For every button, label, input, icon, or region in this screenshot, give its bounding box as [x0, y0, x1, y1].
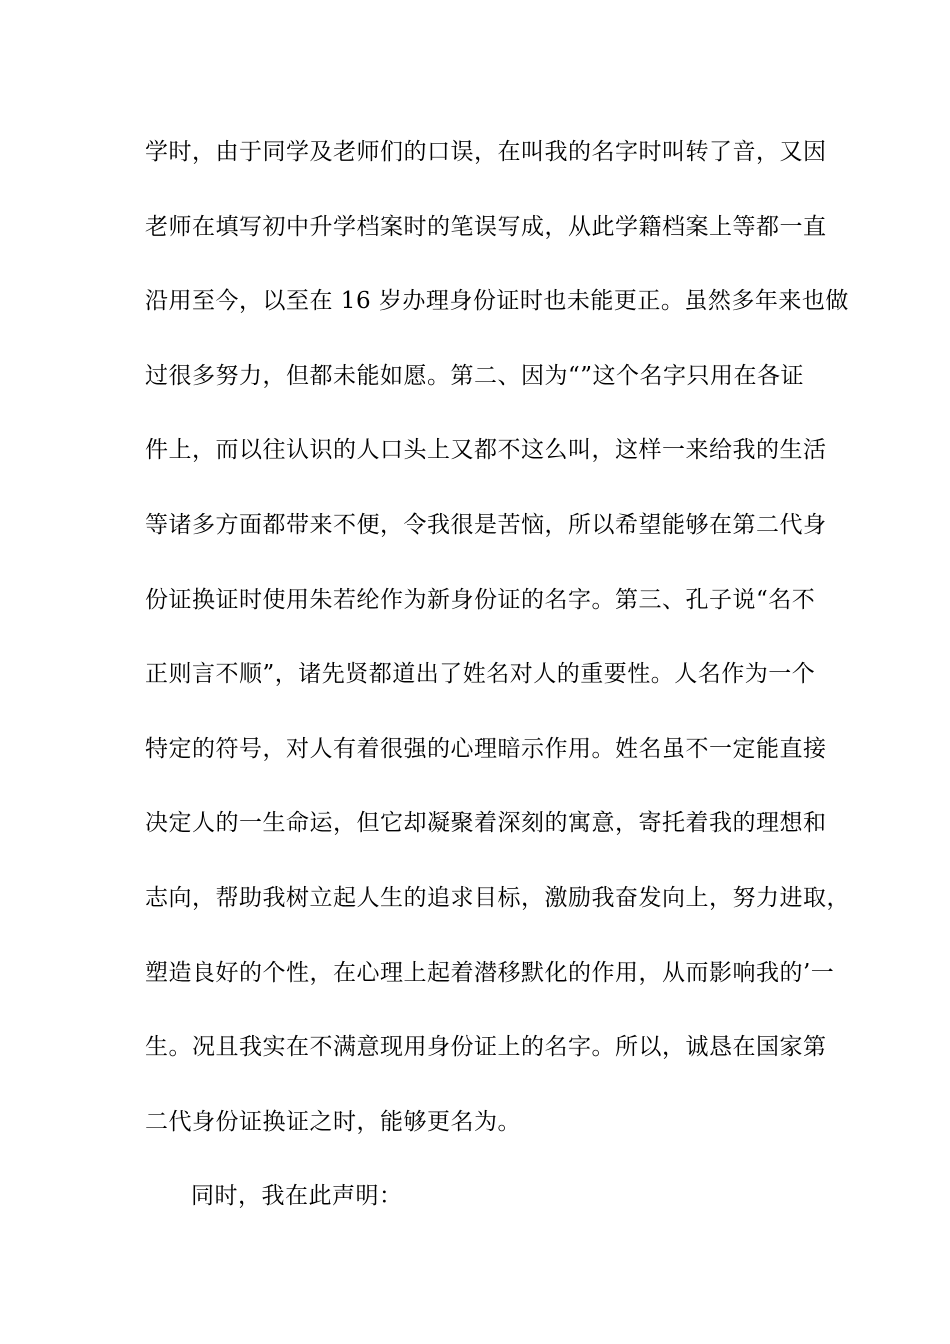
paragraph-start-line: 同时，我在此声明：: [191, 1183, 403, 1210]
text-line: 生。况且我实在不满意现用身份证上的名字。所以，诚恳在国家第: [145, 1034, 827, 1061]
text-line: 件上，而以往认识的人口头上又都不这么叫，这样一来给我的生活: [145, 437, 827, 464]
text-line: 塑造良好的个性，在心理上起着潜移默化的作用，从而影响我的’一: [145, 959, 835, 986]
text-line: 特定的符号，对人有着很强的心理暗示作用。姓名虽不一定能直接: [145, 735, 827, 762]
text-line: 等诸多方面都带来不便，令我很是苦恼，所以希望能够在第二代身: [145, 511, 827, 538]
text-line: 正则言不顺”，诸先贤都道出了姓名对人的重要性。人名作为一个: [145, 661, 816, 688]
text-line: 沿用至今，以至在 16 岁办理身份证时也未能更正。虽然多年来也做: [145, 288, 849, 315]
text-line: 过很多努力，但都未能如愿。第二、因为“”这个名字只用在各证: [145, 362, 805, 389]
text-line: 志向，帮助我树立起人生的追求目标，激励我奋发向上，努力进取，: [145, 884, 850, 911]
text-line: 老师在填写初中升学档案时的笔误写成，从此学籍档案上等都一直: [145, 213, 827, 240]
text-line: 份证换证时使用朱若纶作为新身份证的名字。第三、孔子说“名不: [145, 586, 816, 613]
document-body: [145, 132, 850, 1251]
text-line: 二代身份证换证之时，能够更名为。: [145, 1108, 521, 1135]
text-line: 学时，由于同学及老师们的口误，在叫我的名字时叫转了音，又因: [145, 139, 827, 165]
text-line: 决定人的一生命运，但它却凝聚着深刻的寓意，寄托着我的理想和: [145, 810, 827, 837]
